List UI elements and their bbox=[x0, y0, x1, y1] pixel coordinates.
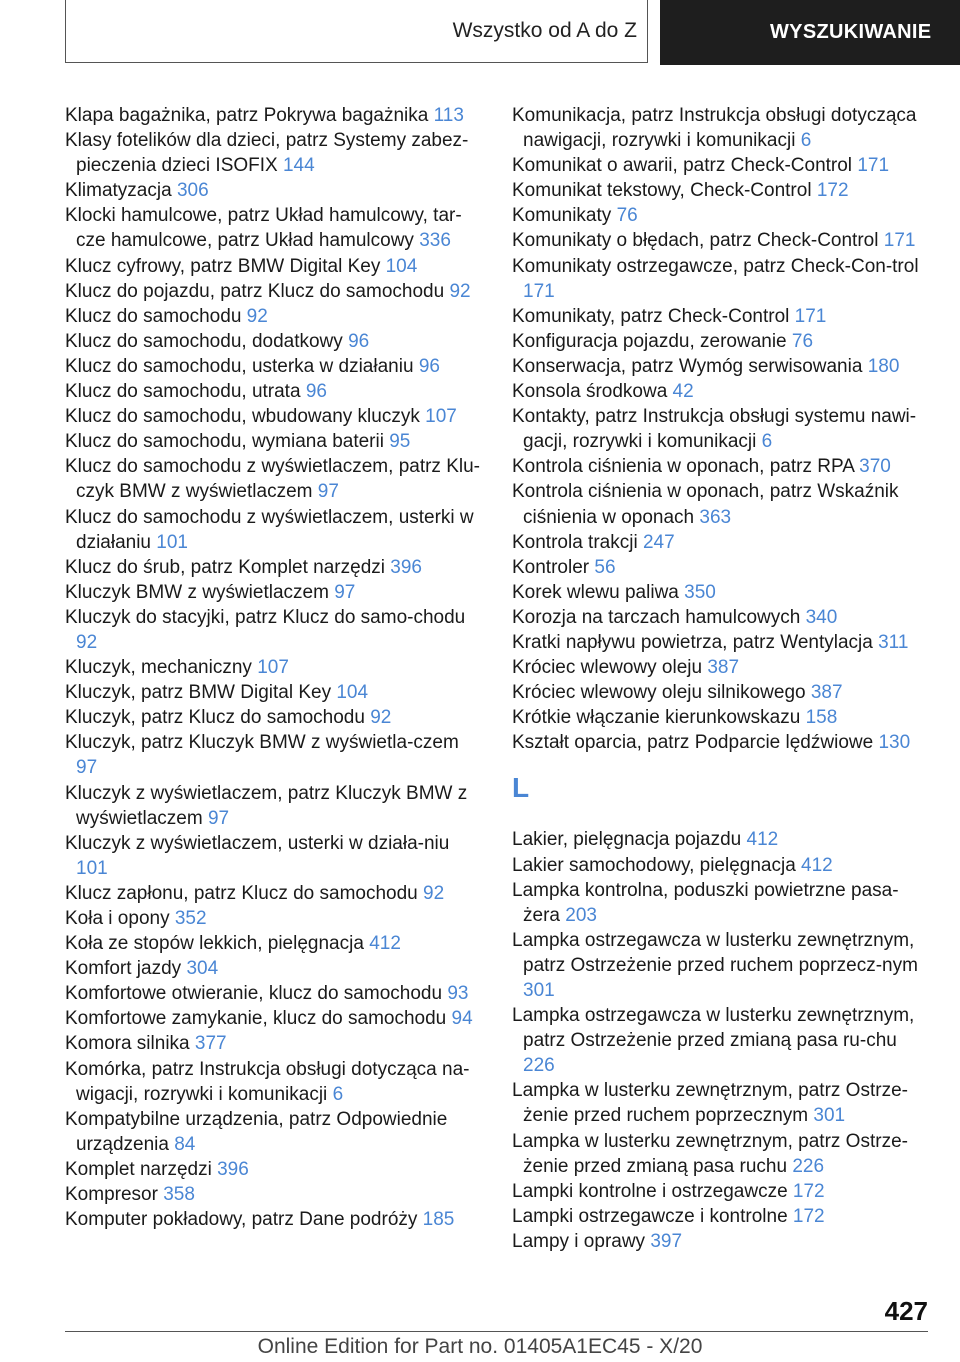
entry-text: Lampki kontrolne i ostrzegawcze bbox=[512, 1180, 788, 1202]
footer-edition-text: Online Edition for Part no. 01405A1EC45 - X/20 bbox=[257, 1335, 703, 1358]
index-entry bbox=[512, 655, 932, 680]
page-reference-link[interactable]: 92 bbox=[76, 631, 98, 653]
entry-text: Klucz do samochodu, utrata bbox=[65, 381, 301, 403]
page-reference-link[interactable]: 340 bbox=[805, 606, 838, 628]
index-entry bbox=[65, 680, 485, 705]
index-entry bbox=[512, 605, 932, 630]
index-column-right bbox=[512, 103, 932, 1254]
entry-text: Komórka, patrz Instrukcja obsługi dotycząca na-wigacji, rozrywki i komunikacji bbox=[65, 1058, 470, 1105]
index-entry bbox=[512, 1078, 932, 1128]
entry-text: Klucz do samochodu, dodatkowy bbox=[65, 330, 343, 352]
entry-text: Komunikat o awarii, patrz Check-Control bbox=[512, 155, 853, 177]
index-entry bbox=[65, 354, 485, 379]
page-reference-link[interactable]: 397 bbox=[650, 1230, 683, 1252]
index-entry bbox=[65, 304, 485, 329]
header-tabs bbox=[65, 0, 960, 65]
page-reference-link[interactable]: 97 bbox=[207, 807, 230, 829]
entry-text: Komunikacja, patrz Instrukcja obsługi dotycząca nawigacji, rozrywki i komunikacji bbox=[512, 105, 917, 152]
page-reference-link[interactable]: 104 bbox=[385, 255, 418, 277]
entry-text: Komunikaty o błędach, patrz Check-Control bbox=[512, 230, 879, 252]
index-entry bbox=[512, 254, 932, 304]
entry-text: Komora silnika bbox=[65, 1033, 190, 1055]
index-entry bbox=[512, 354, 932, 379]
page-reference-link[interactable]: 158 bbox=[805, 707, 838, 729]
page-reference-link[interactable]: 172 bbox=[816, 180, 849, 202]
entry-text: Lampy i oprawy bbox=[512, 1230, 646, 1252]
entry-text: Kontrola ciśnienia w oponach, patrz Wskaźnik ciśnienia w oponach bbox=[512, 481, 899, 528]
index-entry bbox=[65, 279, 485, 304]
index-entry bbox=[65, 454, 485, 504]
entry-text: Kontrola ciśnienia w oponach, patrz RPA bbox=[512, 456, 854, 478]
index-entry bbox=[512, 928, 932, 1003]
entry-text: Lakier samochodowy, pielęgnacja bbox=[512, 854, 796, 876]
entry-text: Konserwacja, patrz Wymóg serwisowania bbox=[512, 355, 863, 377]
page-reference-link[interactable]: 171 bbox=[523, 280, 555, 302]
page-reference-link[interactable]: 96 bbox=[305, 381, 327, 403]
index-entry bbox=[512, 853, 932, 878]
index-entry bbox=[65, 1031, 485, 1056]
index-entry bbox=[512, 730, 932, 755]
index-entry bbox=[512, 379, 932, 404]
index-entry bbox=[512, 479, 932, 529]
page-reference-link[interactable]: 171 bbox=[883, 230, 916, 252]
page-reference-link[interactable]: 301 bbox=[813, 1105, 846, 1127]
entry-text: Kompatybilne urządzenia, patrz Odpowiednie urządzenia bbox=[65, 1108, 448, 1155]
entry-text: Kompresor bbox=[65, 1184, 158, 1206]
page-reference-link[interactable]: 93 bbox=[447, 983, 469, 1005]
index-entry bbox=[65, 981, 485, 1006]
entry-text: Klucz do samochodu bbox=[65, 305, 242, 327]
index-entry bbox=[512, 103, 932, 153]
page-reference-link[interactable]: 97 bbox=[317, 481, 339, 503]
entry-text: Komfortowe zamykanie, klucz do samochodu bbox=[65, 1008, 447, 1030]
footer-divider bbox=[65, 1331, 928, 1332]
index-entry bbox=[512, 1179, 932, 1204]
index-entry bbox=[512, 178, 932, 203]
entry-text: Kluczyk, patrz Kluczyk BMW z wyświetla-czem bbox=[65, 732, 459, 754]
index-entry bbox=[65, 379, 485, 404]
entry-text: Kształt oparcia, patrz Podparcie lędźwiowe bbox=[512, 732, 874, 754]
index-entry bbox=[65, 203, 485, 253]
page-number: 427 bbox=[884, 1296, 928, 1326]
entry-text: Króciec wlewowy oleju bbox=[512, 657, 703, 679]
entry-text: Klucz do samochodu, usterka w działaniu bbox=[65, 355, 414, 377]
page-reference-link[interactable]: 92 bbox=[246, 305, 268, 327]
index-entry bbox=[65, 404, 485, 429]
entry-text: Kluczyk, patrz Klucz do samochodu bbox=[65, 707, 365, 729]
page-reference-link[interactable]: 92 bbox=[449, 280, 471, 302]
entry-text: Klimatyzacja bbox=[65, 180, 172, 202]
index-entry bbox=[65, 705, 485, 730]
entry-text: Króciec wlewowy oleju silnikowego bbox=[512, 682, 806, 704]
index-entry bbox=[512, 530, 932, 555]
page-reference-link[interactable]: 396 bbox=[390, 556, 422, 578]
entry-text: Kluczyk BMW z wyświetlaczem bbox=[65, 581, 329, 603]
index-entry bbox=[65, 605, 485, 655]
index-entry bbox=[65, 1006, 485, 1031]
entry-text: Kluczyk z wyświetlaczem, usterki w działa-niu bbox=[65, 832, 450, 854]
index-entry bbox=[512, 454, 932, 479]
entry-text: Kontakty, patrz Instrukcja obsługi systemu nawi-gacji, rozrywki i komunikacji bbox=[512, 406, 917, 453]
index-entry bbox=[512, 705, 932, 730]
page-reference-link[interactable]: 104 bbox=[336, 682, 369, 704]
page-reference-link[interactable]: 172 bbox=[792, 1180, 825, 1202]
index-entry bbox=[65, 730, 485, 780]
page-reference-link[interactable]: 96 bbox=[418, 355, 440, 377]
entry-text: Klasy fotelików dla dzieci, patrz Systemy zabez-pieczenia dzieci ISOFIX bbox=[65, 130, 469, 177]
index-entry bbox=[65, 1057, 485, 1107]
index-entry bbox=[65, 831, 485, 881]
page-reference-link[interactable]: 92 bbox=[370, 707, 392, 729]
entry-text: Klocki hamulcowe, patrz Układ hamulcowy, tar-cze hamulcowe, patrz Układ hamulcowy bbox=[65, 205, 462, 252]
entry-text: Klucz do śrub, patrz Komplet narzędzi bbox=[65, 556, 385, 578]
index-entry bbox=[65, 329, 485, 354]
entry-text: Komfort jazdy bbox=[65, 958, 182, 980]
section-letter: L bbox=[512, 772, 530, 804]
entry-text: Kratki napływu powietrza, patrz Wentylacja bbox=[512, 631, 873, 653]
entry-text: Kluczyk, patrz BMW Digital Key bbox=[65, 682, 332, 704]
page-reference-link[interactable]: 180 bbox=[867, 355, 900, 377]
page-reference-link[interactable]: 387 bbox=[707, 657, 740, 679]
index-entry bbox=[512, 1204, 932, 1229]
index-entry bbox=[65, 881, 485, 906]
page-reference-link[interactable]: 95 bbox=[389, 431, 411, 453]
page-reference-link[interactable]: 412 bbox=[801, 854, 833, 876]
page-reference-link[interactable]: 311 bbox=[878, 631, 909, 653]
index-entry bbox=[65, 906, 485, 931]
index-entry bbox=[65, 128, 485, 178]
entry-text: Kluczyk do stacyjki, patrz Klucz do samo-chodu bbox=[65, 606, 466, 628]
page-reference-link[interactable]: 42 bbox=[672, 381, 694, 403]
entry-text: Kluczyk z wyświetlaczem, patrz Kluczyk BMW z wyświetlaczem bbox=[65, 782, 468, 829]
page-reference-link[interactable]: 101 bbox=[156, 531, 188, 553]
page-reference-link[interactable]: 96 bbox=[348, 330, 370, 352]
page-reference-link[interactable]: 352 bbox=[174, 908, 207, 929]
page-reference-link[interactable]: 336 bbox=[419, 230, 451, 252]
index-entry bbox=[512, 878, 932, 928]
entry-text: Komunikaty bbox=[512, 205, 612, 227]
page-reference-link[interactable]: 107 bbox=[257, 657, 289, 679]
index-entry bbox=[512, 329, 932, 354]
entry-text: Lampki ostrzegawcze i kontrolne bbox=[512, 1205, 788, 1227]
index-entry bbox=[512, 1003, 932, 1078]
page-reference-link[interactable]: 306 bbox=[176, 180, 209, 202]
entry-text: Kontroler bbox=[512, 556, 590, 578]
page-reference-link[interactable]: 130 bbox=[878, 732, 911, 754]
index-entry bbox=[65, 1107, 485, 1157]
page-reference-link[interactable]: 304 bbox=[186, 958, 219, 980]
index-entry bbox=[65, 580, 485, 605]
entry-text: Lampka ostrzegawcza w lusterku zewnętrznym, patrz Ostrzeżenie przed ruchem poprzecz-nym bbox=[512, 929, 918, 976]
index-entry bbox=[65, 781, 485, 831]
index-entry bbox=[512, 1129, 932, 1179]
page-reference-link[interactable]: 56 bbox=[594, 556, 616, 578]
index-entry bbox=[65, 178, 485, 203]
entry-text: Lakier, pielęgnacja pojazdu bbox=[512, 829, 742, 851]
entry-text: Klucz zapłonu, patrz Klucz do samochodu bbox=[65, 882, 418, 904]
page-reference-link[interactable]: 144 bbox=[282, 155, 315, 177]
page-reference-link[interactable]: 301 bbox=[523, 980, 555, 1001]
page-reference-link[interactable]: 92 bbox=[423, 882, 445, 904]
entry-text: Korek wlewu paliwa bbox=[512, 581, 679, 603]
page-reference-link[interactable]: 377 bbox=[194, 1033, 227, 1055]
entry-text: Lampka ostrzegawcza w lusterku zewnętrznym, patrz Ostrzeżenie przed zmianą pasa ru-chu bbox=[512, 1005, 915, 1052]
page-reference-link[interactable]: 396 bbox=[217, 1158, 249, 1180]
entry-text: Lampka w lusterku zewnętrznym, patrz Ostrze-żenie przed zmianą pasa ruchu bbox=[512, 1130, 908, 1177]
index-entry bbox=[512, 304, 932, 329]
entry-text: Komplet narzędzi bbox=[65, 1158, 212, 1180]
entry-text: Komunikaty ostrzegawcze, patrz Check-Con-trol bbox=[512, 255, 919, 277]
index-entry bbox=[65, 956, 485, 981]
page-reference-link[interactable]: 247 bbox=[642, 531, 675, 553]
page-reference-link[interactable]: 363 bbox=[699, 506, 732, 528]
entry-text: Krótkie włączanie kierunkowskazu bbox=[512, 707, 801, 729]
index-entry bbox=[512, 680, 932, 705]
entry-text: Klucz cyfrowy, patrz BMW Digital Key bbox=[65, 255, 381, 277]
page-reference-link[interactable]: 185 bbox=[422, 1209, 455, 1231]
entry-text: Klucz do samochodu z wyświetlaczem, patrz Klu-czyk BMW z wyświetlaczem bbox=[65, 456, 480, 503]
index-entry bbox=[512, 580, 932, 605]
entry-text: Kluczyk, mechaniczny bbox=[65, 657, 252, 679]
page-reference-link[interactable]: 97 bbox=[334, 581, 356, 603]
index-list-k bbox=[512, 103, 932, 755]
page-reference-link[interactable]: 350 bbox=[684, 581, 716, 603]
index-entry bbox=[512, 630, 932, 655]
index-entry bbox=[512, 404, 932, 454]
index-entry bbox=[65, 931, 485, 956]
page-reference-link[interactable]: 171 bbox=[857, 155, 890, 177]
page-reference-link[interactable]: 6 bbox=[332, 1083, 344, 1105]
entry-text: Komfortowe otwieranie, klucz do samochodu bbox=[65, 983, 443, 1005]
page-reference-link[interactable]: 203 bbox=[565, 904, 597, 926]
entry-text: Klucz do samochodu z wyświetlaczem, usterki w działaniu bbox=[65, 506, 474, 553]
page-reference-link[interactable]: 226 bbox=[523, 1055, 555, 1077]
page-reference-link[interactable]: 358 bbox=[163, 1184, 195, 1206]
entry-text: Konfiguracja pojazdu, zerowanie bbox=[512, 330, 787, 352]
entry-text: Lampka w lusterku zewnętrznym, patrz Ostrze-żenie przed ruchem poprzecznym bbox=[512, 1080, 908, 1127]
entry-text: Korozja na tarczach hamulcowych bbox=[512, 606, 801, 628]
entry-text: Komunikat tekstowy, Check-Control bbox=[512, 180, 812, 202]
index-entry bbox=[512, 1229, 932, 1254]
page-reference-link[interactable]: 101 bbox=[76, 857, 108, 879]
entry-text: Klucz do samochodu, wymiana baterii bbox=[65, 431, 384, 453]
index-entry bbox=[512, 203, 932, 228]
entry-text: Klapa bagażnika, patrz Pokrywa bagażnika bbox=[65, 105, 429, 126]
page-reference-link[interactable]: 387 bbox=[810, 682, 843, 704]
index-entry bbox=[512, 228, 932, 253]
page-reference-link[interactable]: 94 bbox=[451, 1008, 473, 1030]
page-reference-link[interactable]: 370 bbox=[859, 456, 891, 478]
page-reference-link[interactable]: 171 bbox=[794, 305, 827, 327]
index-entry bbox=[65, 1182, 485, 1207]
page-reference-link[interactable]: 6 bbox=[800, 130, 812, 152]
index-entry bbox=[65, 1157, 485, 1182]
index-entry bbox=[512, 555, 932, 580]
page-reference-link[interactable]: 76 bbox=[616, 205, 638, 227]
index-entry bbox=[65, 655, 485, 680]
page-reference-link[interactable]: 226 bbox=[792, 1155, 825, 1177]
page-reference-link[interactable]: 107 bbox=[425, 406, 457, 428]
entry-text: Koła ze stopów lekkich, pielęgnacja bbox=[65, 933, 364, 955]
page-reference-link[interactable]: 76 bbox=[791, 330, 814, 352]
entry-text: Koła i opony bbox=[65, 908, 170, 929]
page-reference-link[interactable]: 172 bbox=[792, 1205, 825, 1227]
entry-text: Lampka kontrolna, poduszki powietrzne pasa-żera bbox=[512, 879, 899, 926]
index-entry bbox=[65, 505, 485, 555]
index-entry bbox=[512, 153, 932, 178]
page-reference-link[interactable]: 97 bbox=[76, 757, 98, 779]
tab-search[interactable]: WYSZUKIWANIE bbox=[660, 0, 960, 65]
page-reference-link[interactable]: 84 bbox=[174, 1133, 196, 1155]
index-entry bbox=[65, 429, 485, 454]
index-entry bbox=[65, 1207, 485, 1232]
entry-text: Konsola środkowa bbox=[512, 381, 668, 403]
entry-text: Komputer pokładowy, patrz Dane podróży bbox=[65, 1209, 418, 1231]
index-entry bbox=[512, 827, 932, 852]
page-reference-link[interactable]: 113 bbox=[433, 105, 464, 126]
page-reference-link[interactable]: 412 bbox=[369, 933, 401, 955]
tab-a-to-z[interactable]: Wszystko od A do Z bbox=[65, 0, 648, 63]
page-reference-link[interactable]: 6 bbox=[761, 431, 773, 453]
index-entry bbox=[65, 103, 485, 128]
index-column-left bbox=[65, 103, 485, 1232]
page-reference-link[interactable]: 412 bbox=[746, 829, 779, 851]
entry-text: Klucz do samochodu, wbudowany kluczyk bbox=[65, 406, 420, 428]
index-entry bbox=[65, 254, 485, 279]
index-list-l bbox=[512, 827, 932, 1254]
entry-text: Klucz do pojazdu, patrz Klucz do samochodu bbox=[65, 280, 445, 302]
index-entry bbox=[65, 555, 485, 580]
entry-text: Kontrola trakcji bbox=[512, 531, 638, 553]
entry-text: Komunikaty, patrz Check-Control bbox=[512, 305, 790, 327]
